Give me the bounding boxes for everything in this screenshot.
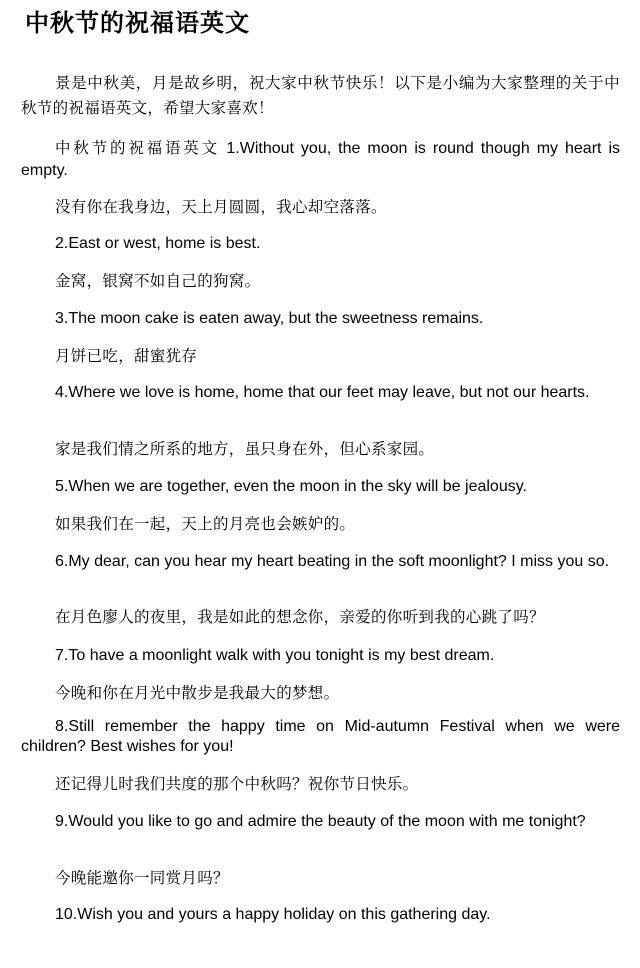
item-5-english: 5.When we are together, even the moon in the sky will be jealousy. [55,478,527,495]
item-5-chinese: 如果我们在一起，天上的月亮也会嫉妒的。 [55,515,356,533]
item-6-english: 6.My dear, can you hear my heart beating in the soft moonlight? I miss you so. [55,553,610,570]
article-title: 中秋节的祝福语英文 [25,8,250,37]
item-3-english: 3.The moon cake is eaten away, but the sweetness remains. [55,310,484,327]
item-4-chinese: 家是我们情之所系的地方，虽只身在外，但心系家园。 [55,440,435,458]
item-9-english: 9.Would you like to go and admire the beauty of the moon with me tonight? [55,813,586,830]
item-1-chinese: 没有你在我身边，天上月圆圆，我心却空落落。 [55,198,387,216]
item-2-chinese: 金窝，银窝不如自己的狗窝。 [55,272,261,290]
item-2-english: 2.East or west, home is best. [55,235,261,252]
item-8-english: 8.Still remember the happy time on Mid-autumn Festival when we were children? Best wishes for you! [21,718,620,755]
item-8-chinese: 还记得儿时我们共度的那个中秋吗？祝你节日快乐。 [55,775,419,793]
item-7-english: 7.To have a moonlight walk with you tonight is my best dream. [55,647,495,664]
item-3-chinese: 月饼已吃，甜蜜犹存 [55,347,198,365]
item-1-lead-text: 中秋节的祝福语英文 [55,139,220,157]
item-1-english-text: 1.Without you, the moon is round though my heart is empty. [21,140,621,179]
intro-paragraph: 景是中秋美，月是故乡明，祝大家中秋节快乐！以下是小编为大家整理的关于中秋节的祝福语英文，希望大家喜欢！ [21,74,620,117]
item-4-english: 4.Where we love is home, home that our feet may leave, but not our hearts. [55,384,590,401]
item-7-chinese: 今晚和你在月光中散步是我最大的梦想。 [55,684,340,702]
item-10-english: 10.Wish you and yours a happy holiday on this gathering day. [55,906,491,923]
item-9-chinese: 今晚能邀你一同赏月吗？ [55,869,229,887]
item-1-english [21,137,620,182]
item-6-chinese: 在月色廖人的夜里，我是如此的想念你，亲爱的你听到我的心跳了吗？ [55,608,545,626]
